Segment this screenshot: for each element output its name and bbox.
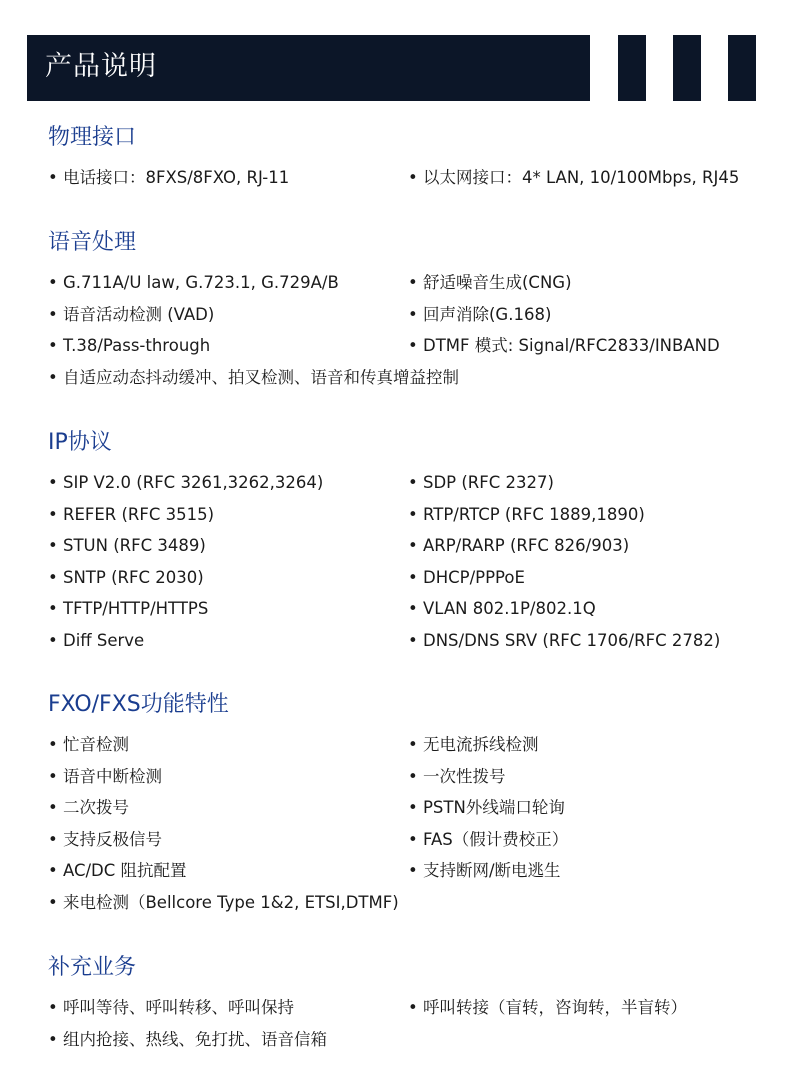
feature-item: • 电话接口：8FXS/8FXO, RJ-11 bbox=[48, 166, 289, 190]
feature-item: • 呼叫等待、呼叫转移、呼叫保持 bbox=[48, 996, 294, 1020]
feature-item: • 自适应动态抖动缓冲、拍叉检测、语音和传真增益控制 bbox=[48, 366, 459, 390]
feature-row bbox=[48, 303, 778, 335]
section-title: FXO/FXS功能特性 bbox=[48, 692, 229, 717]
feature-item: • 以太网接口：4* LAN, 10/100Mbps, RJ45 bbox=[408, 166, 739, 190]
feature-row bbox=[48, 733, 778, 765]
feature-item: • Diff Serve bbox=[48, 629, 144, 653]
feature-row bbox=[48, 334, 778, 366]
feature-item: • DNS/DNS SRV (RFC 1706/RFC 2782) bbox=[408, 629, 720, 653]
feature-row bbox=[48, 166, 778, 198]
feature-list bbox=[48, 166, 778, 198]
feature-row bbox=[48, 996, 778, 1028]
feature-item: • 忙音检测 bbox=[48, 733, 129, 757]
feature-row bbox=[48, 534, 778, 566]
feature-row bbox=[48, 1028, 778, 1060]
spec-section bbox=[48, 123, 778, 198]
spec-section bbox=[48, 690, 778, 923]
feature-list bbox=[48, 733, 778, 923]
spec-section bbox=[48, 228, 778, 397]
feature-row bbox=[48, 597, 778, 629]
feature-item: • PSTN外线端口轮询 bbox=[408, 796, 565, 820]
feature-item: • STUN (RFC 3489) bbox=[48, 534, 206, 558]
section-title: 物理接口 bbox=[48, 125, 137, 150]
feature-row bbox=[48, 471, 778, 503]
header-banner bbox=[27, 35, 590, 101]
feature-item: • SIP V2.0 (RFC 3261,3262,3264) bbox=[48, 471, 323, 495]
feature-item: • T.38/Pass-through bbox=[48, 334, 210, 358]
feature-row bbox=[48, 765, 778, 797]
decorative-bar bbox=[673, 35, 701, 101]
feature-item: • 组内抢接、热线、免打扰、语音信箱 bbox=[48, 1028, 327, 1052]
feature-item: • DTMF 模式: Signal/RFC2833/INBAND bbox=[408, 334, 720, 358]
section-title: IP协议 bbox=[48, 430, 112, 455]
feature-row bbox=[48, 828, 778, 860]
feature-item: • AC/DC 阻抗配置 bbox=[48, 859, 187, 883]
feature-item: • 一次性拨号 bbox=[408, 765, 505, 789]
feature-item: • 语音活动检测 (VAD) bbox=[48, 303, 214, 327]
feature-row bbox=[48, 796, 778, 828]
feature-list bbox=[48, 996, 778, 1059]
feature-item: • 语音中断检测 bbox=[48, 765, 162, 789]
feature-row bbox=[48, 271, 778, 303]
feature-item: • 来电检测（Bellcore Type 1&2, ETSI,DTMF) bbox=[48, 891, 399, 915]
feature-item: • 二次拨号 bbox=[48, 796, 129, 820]
feature-item: • G.711A/U law, G.723.1, G.729A/B bbox=[48, 271, 339, 295]
decorative-bar bbox=[728, 35, 756, 101]
section-title: 语音处理 bbox=[48, 230, 137, 255]
feature-item: • 舒适噪音生成(CNG) bbox=[408, 271, 572, 295]
feature-item: • 无电流拆线检测 bbox=[408, 733, 538, 757]
feature-row bbox=[48, 629, 778, 661]
feature-item: • ARP/RARP (RFC 826/903) bbox=[408, 534, 629, 558]
decorative-bar bbox=[618, 35, 646, 101]
feature-row bbox=[48, 859, 778, 891]
feature-row bbox=[48, 566, 778, 598]
feature-item: • SDP (RFC 2327) bbox=[408, 471, 554, 495]
feature-row bbox=[48, 366, 778, 398]
feature-item: • 支持断网/断电逃生 bbox=[408, 859, 561, 883]
feature-row bbox=[48, 503, 778, 535]
feature-list bbox=[48, 271, 778, 397]
feature-row bbox=[48, 891, 778, 923]
feature-item: • 支持反极信号 bbox=[48, 828, 162, 852]
feature-item: • 回声消除(G.168) bbox=[408, 303, 551, 327]
feature-item: • TFTP/HTTP/HTTPS bbox=[48, 597, 208, 621]
feature-item: • DHCP/PPPoE bbox=[408, 566, 525, 590]
spec-section bbox=[48, 953, 778, 1059]
feature-item: • VLAN 802.1P/802.1Q bbox=[408, 597, 596, 621]
feature-item: • REFER (RFC 3515) bbox=[48, 503, 214, 527]
feature-list bbox=[48, 471, 778, 661]
feature-item: • SNTP (RFC 2030) bbox=[48, 566, 204, 590]
feature-item: • 呼叫转接（盲转，咨询转，半盲转） bbox=[408, 996, 687, 1020]
feature-item: • FAS（假计费校正） bbox=[408, 828, 568, 852]
spec-section bbox=[48, 428, 778, 661]
section-title: 补充业务 bbox=[48, 955, 137, 980]
feature-item: • RTP/RTCP (RFC 1889,1890) bbox=[408, 503, 645, 527]
page-title: 产品说明 bbox=[45, 51, 157, 82]
